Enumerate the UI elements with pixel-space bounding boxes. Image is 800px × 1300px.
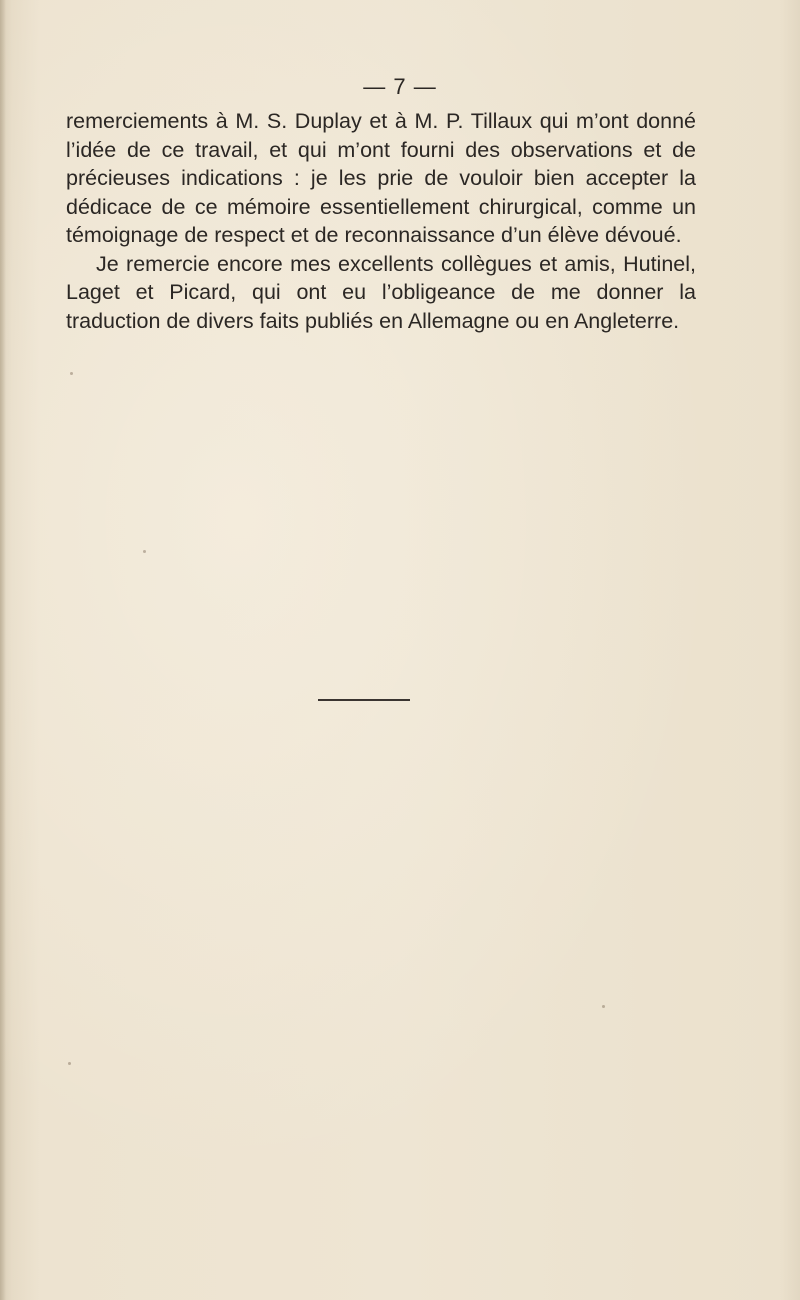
paper-speck: [68, 1062, 71, 1065]
body-text: [66, 107, 696, 335]
paper-speck: [602, 1005, 605, 1008]
page-number: — 7 —: [363, 74, 437, 99]
paper-speck: [143, 550, 146, 553]
section-separator-rule: [318, 699, 410, 701]
paragraph-colleagues: Je remercie encore mes excellents collègues et amis, Hutinel, Laget et Picard, qui ont eu l’obligeance de me donner la traduction de divers faits publiés en Allemagne ou en Angleterre.: [66, 251, 696, 333]
paragraph-acknowledgements: remerciements à M. S. Duplay et à M. P. Tillaux qui m’ont donné l’idée de ce travail, et qui m’ont fourni des observations et de précieuses indications : je les prie de vouloir bien accepter la dédicace de ce mémoire essentiellement chirurgical, comme un témoignage de respect et de reconnaissance d’un élève dévoué.: [66, 109, 696, 247]
paper-speck: [70, 372, 73, 375]
binding-edge: [0, 0, 6, 1300]
